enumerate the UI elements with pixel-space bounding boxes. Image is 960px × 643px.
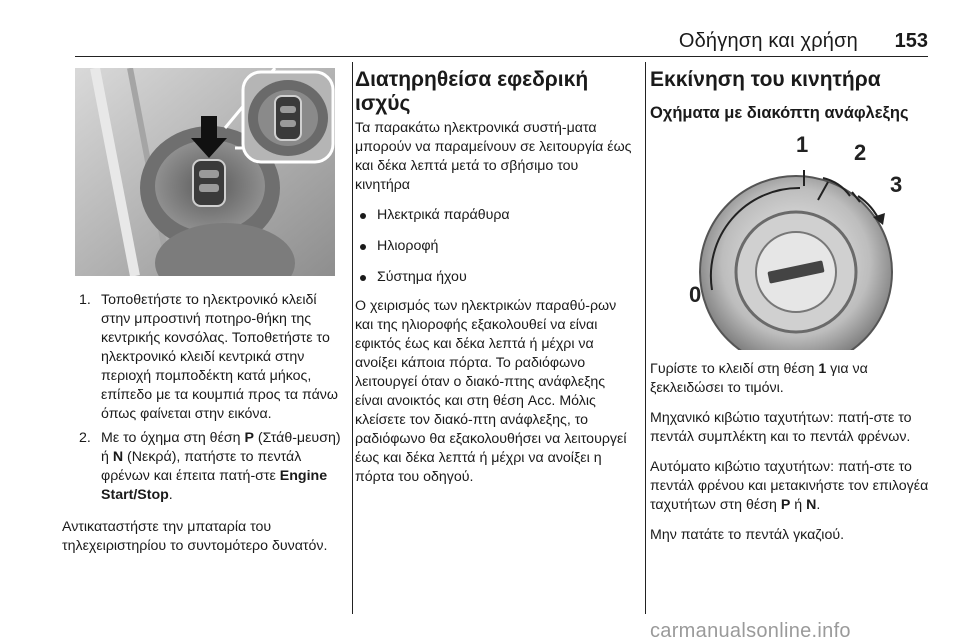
text: ή [790,497,807,513]
subsection-heading: Οχήματα με διακόπτη ανάφλεξης [650,104,909,122]
gear-n: N [112,449,124,465]
list-item [355,237,635,256]
list-item [355,206,635,225]
gear-p: P [780,497,791,513]
engine-start-text [650,360,935,545]
intro-paragraph: Τα παρακάτω ηλεκτρονικά συστή-ματα μπορούν να παραμείνουν σε λειτουργία έως και δέκα λεπτά μετά το σβήσιμο του κινητήρα [355,120,632,193]
paragraph-manual: Μηχανικό κιβώτιο ταχυτήτων: πατή-στε το πεντάλ συμπλέκτη και το πεντάλ φρένων. [650,410,912,445]
list-item-text: Ηλεκτρικά παράθυρα [377,207,510,223]
step-text: Με το όχημα στη θέση [101,430,245,446]
bullet-icon [360,275,366,281]
engine-start-section [650,68,935,123]
text: για να ξεκλειδώσει το τιμόνι. [650,361,868,396]
text: Γυρίστε το κλειδί στη θέση [650,361,819,377]
page-number: 153 [894,30,928,52]
paragraph-no-throttle: Μην πατάτε το πεντάλ γκαζιού. [650,527,845,543]
paragraph-automatic [650,458,935,515]
position-2-label: 2 [854,140,867,165]
section-heading: Διατηρηθείσα εφεδρική ισχύς [355,68,589,115]
section-heading: Εκκίνηση του κινητήρα [650,68,881,91]
gear-n: N [806,497,817,513]
header-divider [75,56,928,57]
body-paragraph: Ο χειρισμός των ηλεκτρικών παραθύ-ρων και της ηλιοροφής εξακολουθεί να είναι εφικτός έως και δέκα λεπτά ή μέχρι να ανοίξει κάποια πόρτα. Το ραδιόφωνο λειτουργεί όταν ο διακό-πτης ανάφλεξης είναι ανοικτός και στη θέση Acc. Μόλις κλείσετε τον διακό-πτη ανάφλεξης, το ραδιόφωνο θα εξακολουθήσει να λειτουργεί έως και δέκα λεπτά ή μέχρι να ανοίξει η πόρτα του οδηγού. [355,298,627,485]
systems-list [355,206,635,287]
list-item-text: Ηλιοροφή [377,238,439,254]
list-item-text: Σύστημα ήχου [377,269,467,285]
position-3-label: 3 [890,172,903,197]
page-header [75,30,928,52]
column-divider-2 [645,62,646,614]
position-0-label: 0 [689,282,702,307]
procedure-steps [79,291,345,505]
position-1-label: 1 [796,132,809,157]
step-text: (Νεκρά), πατήστε το πεντάλ φρένων και έπειτα πατή-στε [101,449,302,484]
step-text: Τοποθετήστε το ηλεκτρονικό κλειδί στην μπροστινή ποτηρο-θήκη της κεντρικής κονσόλας. Τοποθετήστε το ηλεκτρονικό κλειδί κεντρικά στην περιοχή ποµποδέκτη κατά μήκος, επίπεδο με τα κουμπιά προς τα πάνω όπως φαίνεται στην εικόνα. [101,292,338,422]
console-cupholder-photo [75,68,335,276]
text: Αυτόματο κιβώτιο ταχυτήτων: πατή-στε το πεντάλ φρένου και μετακινήστε τον επιλογέα ταχυτήτων στη θέση [650,459,929,513]
column-divider-1 [352,62,353,614]
step-number: 2. [79,430,91,446]
section-title: Οδήγηση και χρήση [678,30,858,52]
bullet-icon [360,213,366,219]
paragraph-turn-key [650,360,935,398]
text: . [816,497,821,513]
ignition-switch-figure [668,130,932,350]
retained-power-section [355,68,635,487]
step-2 [79,429,345,505]
step-1 [79,291,345,424]
step-text: . [168,487,173,503]
step-text: (Στάθ-μευση) ή [101,430,341,465]
list-item [355,268,635,287]
position-number: 1 [818,361,827,377]
bullet-icon [360,244,366,250]
gear-p: P [244,430,254,446]
watermark: carmanualsonline.info [650,620,851,642]
battery-note: Αντικαταστήστε την μπαταρία του τηλεχειριστηρίου το συντομότερο δυνατόν. [62,519,328,554]
engine-start-stop-label: Engine Start/Stop [101,468,328,503]
step-number: 1. [79,292,91,308]
